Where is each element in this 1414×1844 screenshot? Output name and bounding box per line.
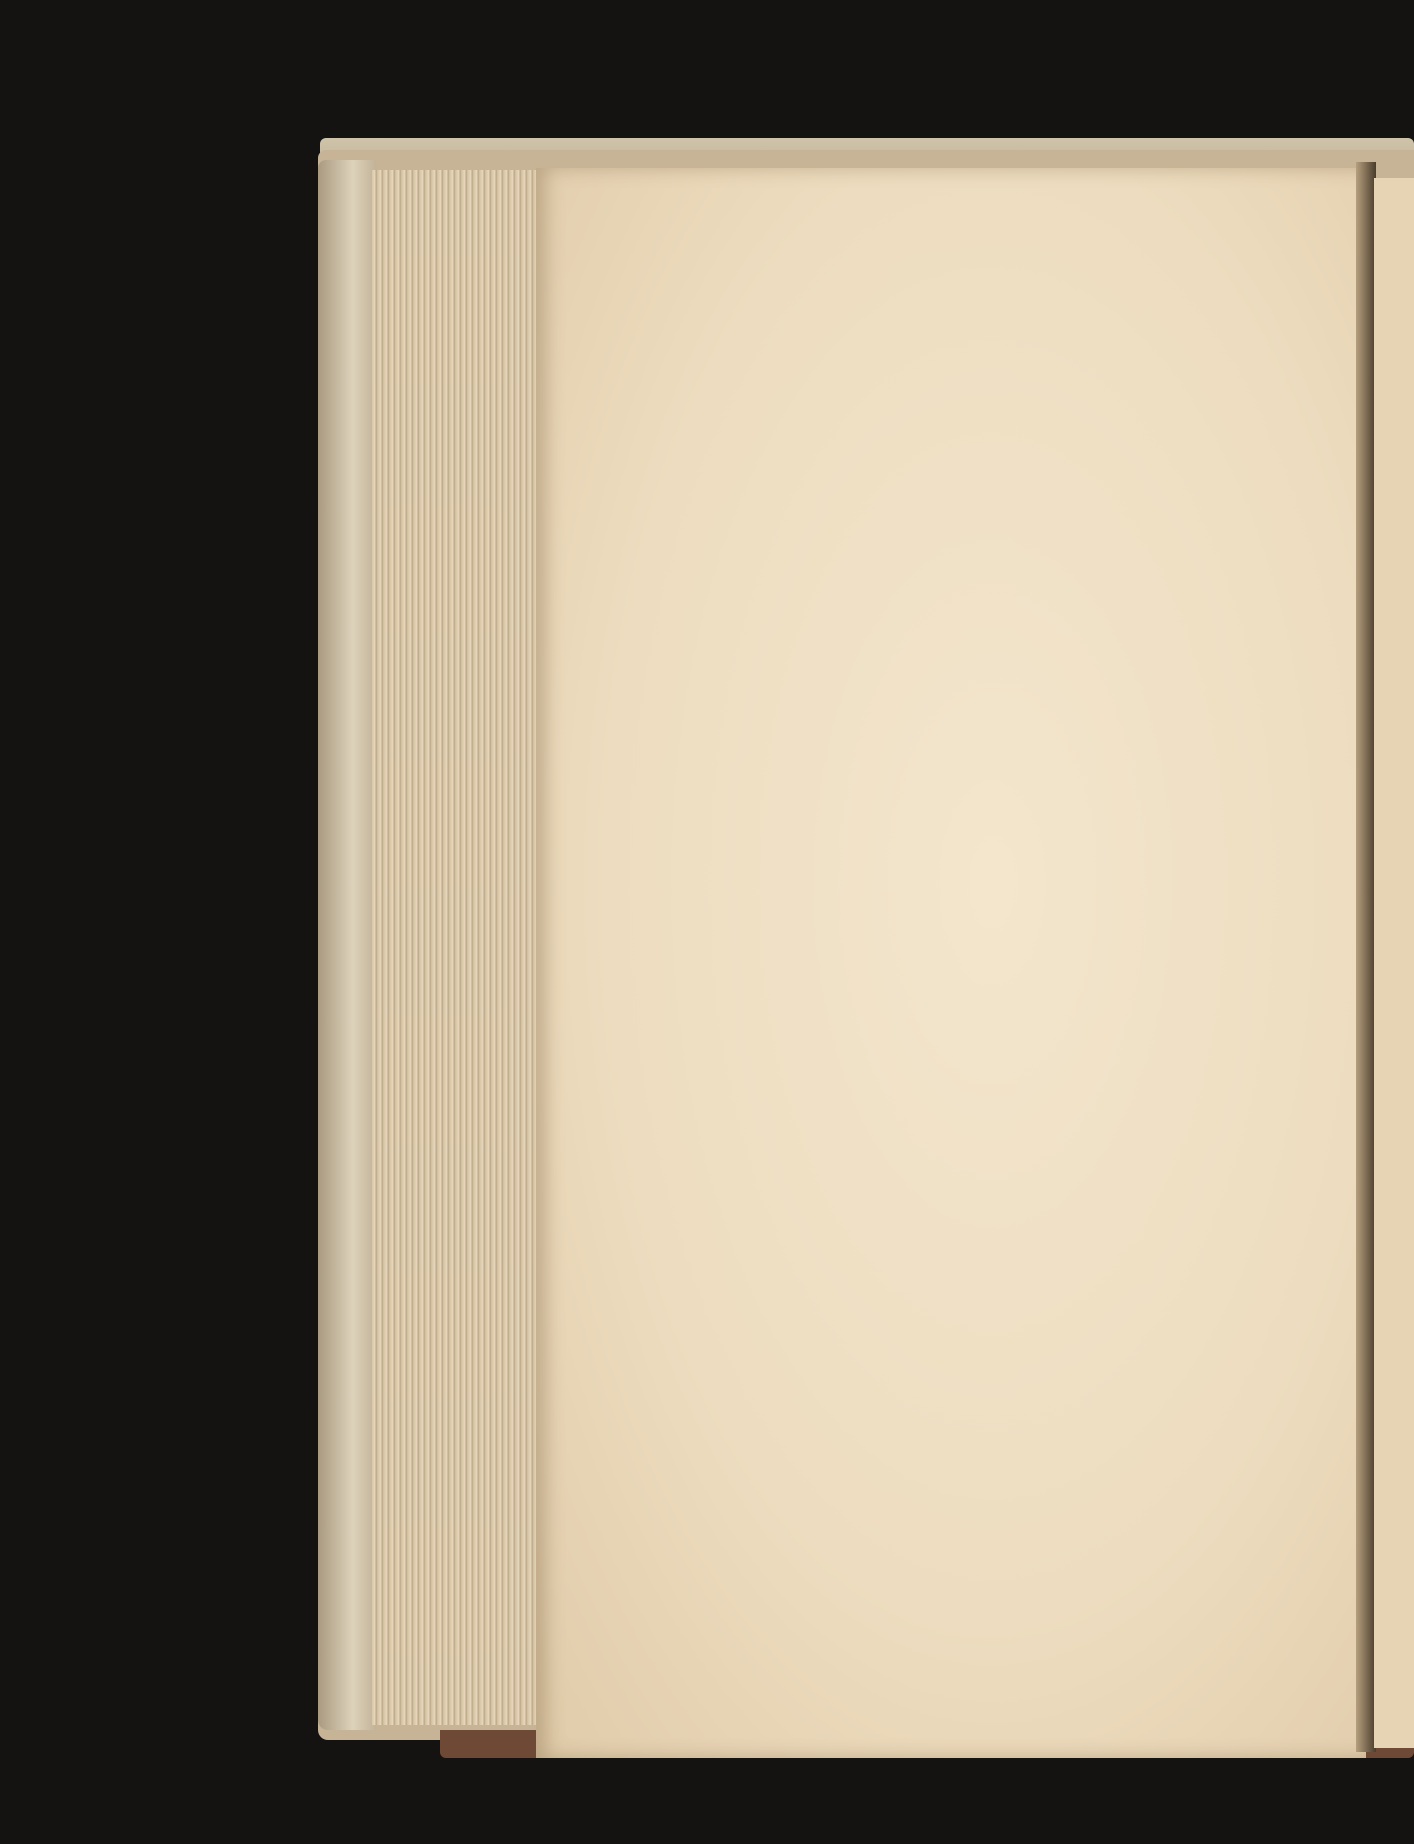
facing-page-fragment — [1374, 178, 1414, 1748]
running-head — [660, 232, 1370, 282]
page-edges-stack — [372, 170, 540, 1725]
book-spine-edge — [318, 160, 376, 1730]
dropcap-block — [660, 294, 1370, 418]
page-text-block — [660, 232, 1370, 418]
